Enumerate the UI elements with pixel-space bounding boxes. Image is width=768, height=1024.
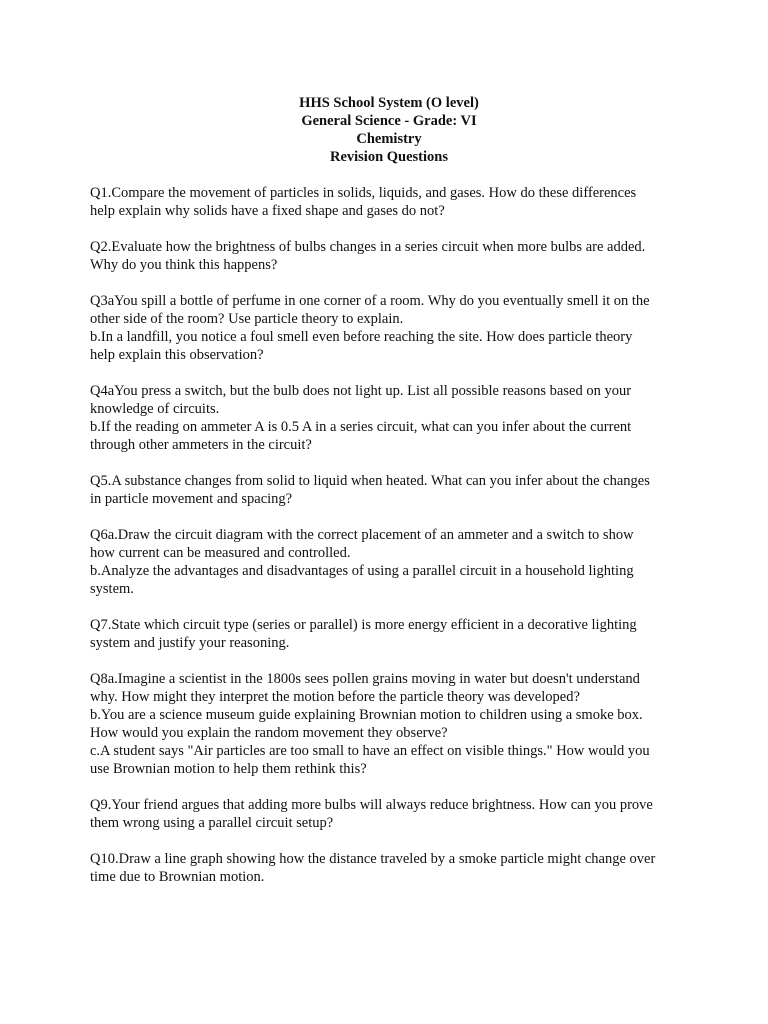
question-text-line: b.In a landfill, you notice a foul smell even before reaching the site. How does particle theory (90, 329, 633, 345)
topic-title: Chemistry (356, 131, 422, 147)
question-text-line: Q4aYou press a switch, but the bulb does not light up. List all possible reasons based on your (90, 383, 632, 399)
question-text-line: Q3aYou spill a bottle of perfume in one corner of a room. Why do you eventually smell it on the (90, 293, 650, 309)
question-text-line: b.If the reading on ammeter A is 0.5 A in a series circuit, what can you infer about the current (90, 419, 632, 435)
question-text-line: Q7.State which circuit type (series or parallel) is more energy efficient in a decorative lighting (90, 617, 637, 633)
question-text-line: help explain why solids have a fixed shape and gases do not? (90, 203, 445, 219)
question-5 (90, 472, 688, 508)
question-text-line: Q2.Evaluate how the brightness of bulbs changes in a series circuit when more bulbs are added. (90, 239, 646, 255)
question-text-line: Q6a.Draw the circuit diagram with the correct placement of an ammeter and a switch to show (90, 527, 634, 543)
question-text-line: how current can be measured and controlled. (90, 545, 351, 561)
question-text-line: them wrong using a parallel circuit setup? (90, 815, 334, 831)
question-text-line: Q5.A substance changes from solid to liquid when heated. What can you infer about the changes (90, 473, 650, 489)
question-7 (90, 616, 688, 652)
question-3 (90, 292, 688, 364)
question-4 (90, 382, 688, 454)
question-text-line: b.Analyze the advantages and disadvantages of using a parallel circuit in a household lighting (90, 563, 634, 579)
question-text-line: knowledge of circuits. (90, 401, 220, 417)
document-header (90, 94, 688, 166)
question-8 (90, 670, 688, 778)
question-text-line: Q1.Compare the movement of particles in solids, liquids, and gases. How do these differences (90, 185, 637, 201)
question-text-line: Q9.Your friend argues that adding more bulbs will always reduce brightness. How can you prove (90, 797, 653, 813)
question-text-line: help explain this observation? (90, 347, 264, 363)
question-text-line: c.A student says "Air particles are too small to have an effect on visible things." How would you (90, 743, 650, 759)
school-title: HHS School System (O level) (299, 95, 479, 111)
document-title: Revision Questions (329, 149, 449, 165)
question-text-line: Why do you think this happens? (90, 257, 278, 273)
question-text-line: in particle movement and spacing? (90, 491, 293, 507)
question-2 (90, 238, 688, 274)
question-text-line: use Brownian motion to help them rethink this? (90, 761, 367, 777)
question-1 (90, 184, 688, 220)
question-text-line: Q8a.Imagine a scientist in the 1800s sees pollen grains moving in water but doesn't understand (90, 671, 640, 687)
question-text-line: system. (90, 581, 134, 597)
question-text-line: time due to Brownian motion. (90, 869, 265, 885)
questions-list (90, 184, 688, 886)
question-text-line: Q10.Draw a line graph showing how the distance traveled by a smoke particle might change over (90, 851, 656, 867)
question-text-line: through other ammeters in the circuit? (90, 437, 312, 453)
subject-grade: General Science - Grade: VI (301, 113, 477, 129)
question-10 (90, 850, 688, 886)
question-text-line: other side of the room? Use particle theory to explain. (90, 311, 404, 327)
question-9 (90, 796, 688, 832)
question-text-line: b.You are a science museum guide explaining Brownian motion to children using a smoke box. (90, 707, 643, 723)
question-6 (90, 526, 688, 598)
question-text-line: system and justify your reasoning. (90, 635, 290, 651)
question-text-line: why. How might they interpret the motion before the particle theory was developed? (90, 689, 580, 705)
question-text-line: How would you explain the random movement they observe? (90, 725, 448, 741)
